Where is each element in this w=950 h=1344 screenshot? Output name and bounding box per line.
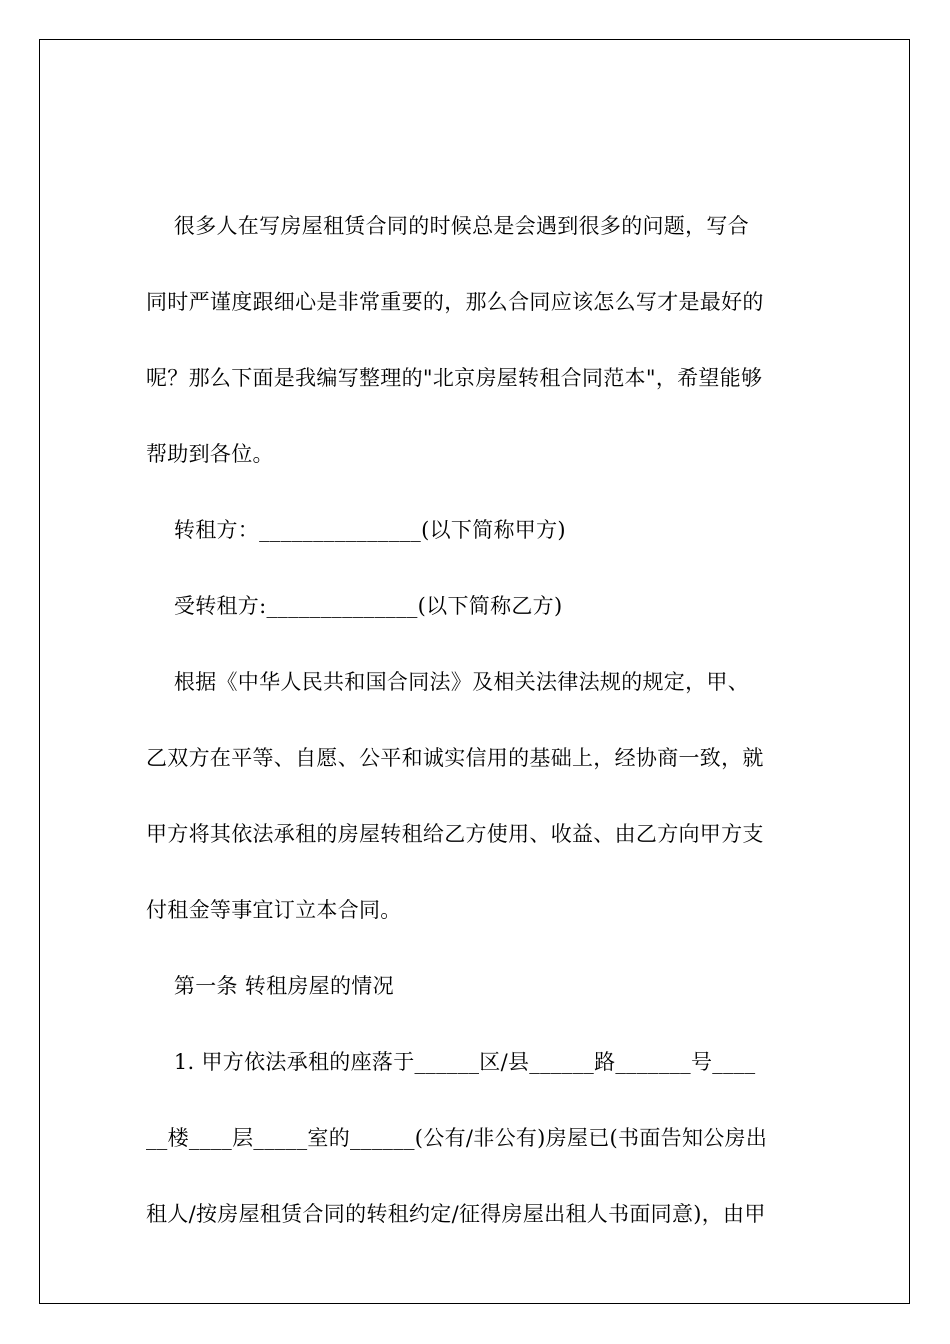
paragraph-line: 甲方将其依法承租的房屋转租给乙方使用、收益、由乙方向甲方支	[146, 822, 764, 846]
lessor-line: 转租方：_______________(以下简称甲方)	[146, 518, 566, 542]
paragraph-line: 很多人在写房屋租赁合同的时候总是会遇到很多的问题，写合	[146, 214, 749, 238]
paragraph-line: 付租金等事宜订立本合同。	[146, 898, 402, 922]
paragraph-line: __楼____层_____室的______(公有/非公有)房屋已(书面告知公房出	[146, 1126, 768, 1150]
paragraph-line: 同时严谨度跟细心是非常重要的，那么合同应该怎么写才是最好的	[146, 290, 764, 314]
paragraph-line: 乙双方在平等、自愿、公平和诚实信用的基础上，经协商一致，就	[146, 746, 764, 770]
paragraph-line: 租人/按房屋租赁合同的转租约定/征得房屋出租人书面同意)，由甲	[146, 1202, 766, 1226]
section-heading: 第一条 转租房屋的情况	[146, 974, 394, 998]
lessee-line: 受转租方:______________(以下简称乙方)	[146, 594, 563, 618]
paragraph-line: 1. 甲方依法承租的座落于______区/县______路_______号____	[146, 1050, 756, 1074]
paragraph-line: 帮助到各位。	[146, 442, 274, 466]
paragraph-line: 根据《中华人民共和国合同法》及相关法律法规的规定，甲、	[146, 670, 749, 694]
paragraph-line: 呢？那么下面是我编写整理的"北京房屋转租合同范本"，希望能够	[146, 366, 763, 390]
